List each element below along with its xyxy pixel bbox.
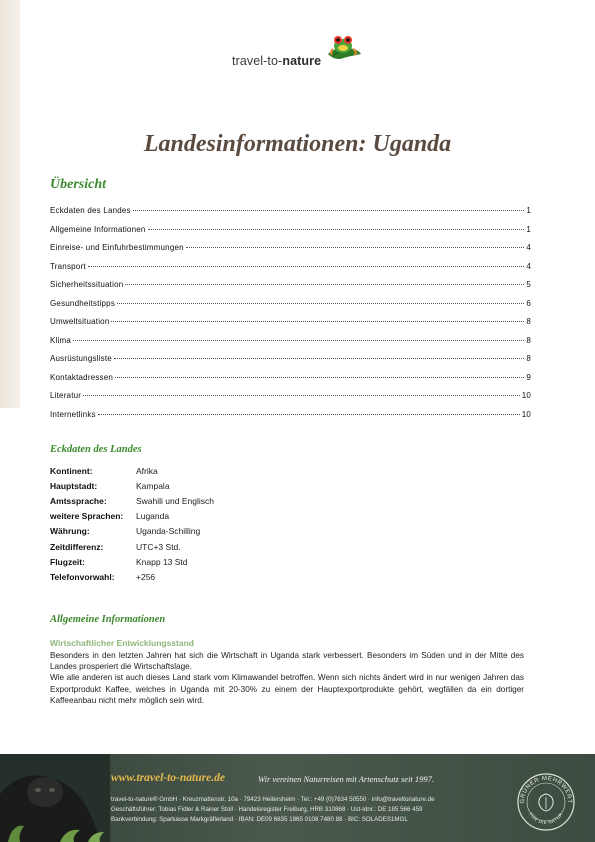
toc-entry-label: Literatur [50,391,82,400]
badge-top-text: GRÜNER MEHRWERT [519,775,573,804]
toc-leader-dots [83,395,520,396]
fact-value: Uganda-Schilling [136,526,201,537]
toc-entry[interactable] [50,280,531,299]
fact-label: Zeitdifferenz: [50,541,104,552]
gorilla-photo-icon [0,754,110,842]
paragraph: Wie alle anderen ist auch dieses Land stark vom Klimawandel betroffen. Wenn sich nichts ändert wird in nur wenigen Jahren das Exportprodukt Kaffee, welches in Uganda mit 20-30% zu einem der Hauptexportprodukte gehört, wegfällen da ein dortiger Kaffeeanbau nicht mehr möglich sein wird. [50,673,524,705]
toc-leader-dots [114,358,524,359]
fact-value: Swahili und Englisch [136,495,214,506]
footer-address-line: travel-to-nature® GmbH · Kreuzmattenstr. 10a · 79423 Heitersheim · Tel.: +49 (0)7634 50550 · info@traveltonature.de [111,796,435,803]
toc-entry-page: 6 [526,298,531,308]
fact-row [50,478,214,493]
fact-label: Amtssprache: [50,495,107,506]
paragraph: Besonders in den letzten Jahren hat sich die Wirtschaft in Uganda stark verbessert. Besonders im Süden und in der Mitte des Landes prosperiert die Wirtschaftslage. [50,651,524,672]
toc-entry[interactable] [50,317,531,336]
toc-entry-page: 1 [526,206,531,215]
toc-entry-label: Transport [50,261,86,271]
toc-entry-label: Sicherheitssituation [50,280,124,289]
toc-entry-label: Internetlinks [50,409,96,419]
fact-row [50,554,214,569]
fact-label: Kontinent: [50,465,93,476]
fact-row [50,524,214,539]
toc-entry-label: Kontaktadressen [50,372,114,382]
tree-frog-logo-icon [326,32,362,62]
toc-entry-page: 4 [526,261,531,271]
fact-row [50,569,214,584]
toc-entry-page: 4 [526,243,531,252]
toc-entry-page: 5 [526,280,531,289]
green-value-badge-icon [516,772,576,832]
toc-entry-label: Gesundheitstipps [50,298,116,308]
page-title: Landesinformationen: Uganda [143,131,452,157]
fact-row [50,493,214,508]
fact-value: Knapp 13 Std [136,556,188,567]
toc-entry[interactable] [50,262,531,281]
footer-company-line: Geschäftsführer: Tobias Fidler & Rainer Stoll · Handelsregister Freiburg, HRB 310868 · Ust-Idnr.: DE 185 566 459 [111,806,423,813]
fact-value: Kampala [136,480,170,491]
toc-entry[interactable] [50,336,531,355]
toc-entry[interactable] [50,373,531,392]
toc-entry[interactable] [50,391,531,410]
toc-entry-label: Umweltsituation [50,317,110,326]
economy-subheading: Wirtschaftlicher Entwicklungsstand [50,638,194,648]
toc-entry[interactable] [50,299,531,318]
footer-website-link[interactable]: www.travel-to-nature.de [111,772,225,784]
toc-leader-dots [148,229,525,230]
fact-label: Flugzeit: [50,556,85,567]
toc-entry[interactable] [50,206,531,225]
toc-leader-dots [125,284,524,285]
fact-row [50,539,214,554]
fact-row [50,509,214,524]
fact-label: weitere Sprachen: [50,511,124,522]
toc-entry-page: 8 [526,317,531,326]
toc-entry-page: 1 [526,224,531,234]
toc-leader-dots [111,321,524,322]
toc-entry-page: 10 [521,409,531,419]
logo-wordmark: travel-to-nature [232,54,322,68]
toc-entry-label: Klima [50,335,72,345]
toc-leader-dots [186,247,525,248]
toc-entry-label: Eckdaten des Landes [50,206,131,215]
general-info-heading: Allgemeine Informationen [50,614,166,625]
toc-entry[interactable] [50,225,531,244]
fact-row [50,463,214,478]
footer-slogan: Wir vereinen Naturreisen mit Artenschutz seit 1997. [258,774,435,784]
toc-heading: Übersicht [50,177,106,192]
toc-entry-page: 8 [526,354,531,363]
fact-value: Luganda [136,511,170,522]
toc-leader-dots [117,303,524,304]
company-logo[interactable] [0,30,595,75]
fact-value: UTC+3 Std. [136,541,181,552]
toc-entry-label: Allgemeine Informationen [50,224,146,234]
toc-entry-page: 8 [526,335,531,345]
svg-text:FÜR DIE NATUR [528,811,564,825]
toc-entry[interactable] [50,243,531,262]
toc-leader-dots [98,414,520,415]
country-facts-list [50,463,214,585]
toc-leader-dots [73,340,524,341]
badge-bottom-text: FÜR DIE NATUR [528,811,564,826]
facts-heading: Eckdaten des Landes [50,444,142,455]
economy-text [50,650,524,706]
fact-label: Hauptstadt: [50,480,98,491]
fact-value: +256 [136,571,156,582]
toc-entry-page: 10 [521,391,531,400]
toc-entry[interactable] [50,354,531,373]
fact-value: Afrika [136,465,158,476]
toc-entry-label: Einreise- und Einfuhrbestimmungen [50,243,184,252]
footer-banner [0,754,595,842]
toc-leader-dots [115,377,524,378]
fact-label: Telefonvorwahl: [50,571,115,582]
toc-leader-dots [133,210,525,211]
table-of-contents [50,206,531,428]
toc-entry[interactable] [50,410,531,429]
toc-entry-label: Ausrüstungsliste [50,354,112,363]
footer-bank-line: Bankverbindung: Sparkasse Markgräflerland · IBAN: DE09 6835 1865 0108 7480 88 · BIC: SOLADES1MGL [111,816,408,823]
toc-leader-dots [88,266,525,267]
fact-label: Währung: [50,526,90,537]
toc-entry-page: 9 [526,372,531,382]
